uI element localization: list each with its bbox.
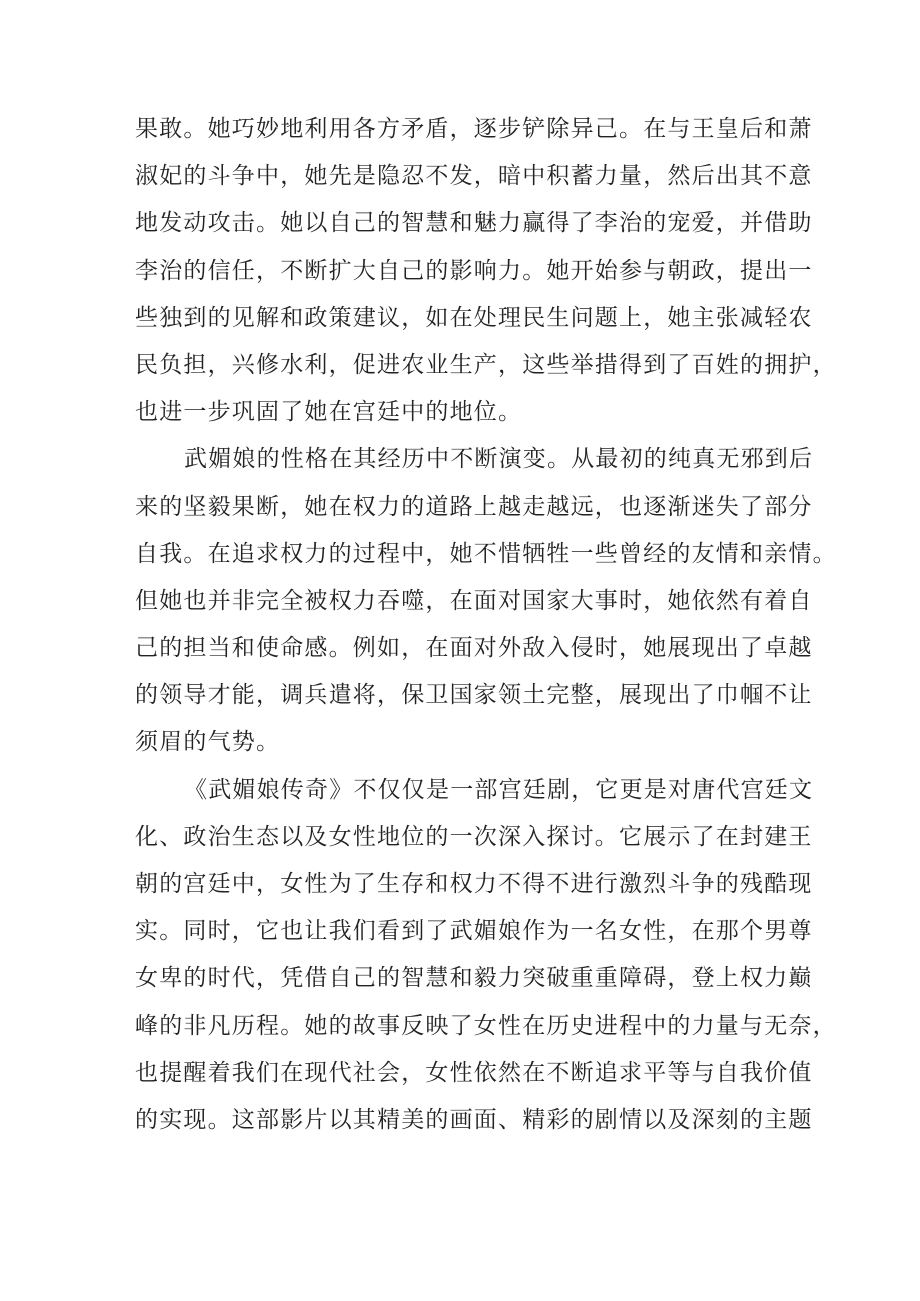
text-line: 武媚娘的性格在其经历中不断演变。从最初的纯真无邪到后	[184, 446, 814, 473]
text-line: 化、政治生态以及女性地位的一次深入探讨。它展示了在封建王	[135, 823, 813, 850]
text-line: 的领导才能，调兵遣将，保卫国家领土完整，展现出了巾帼不让	[135, 682, 813, 709]
text-line: 地发动攻击。她以自己的智慧和魅力赢得了李治的宠爱，并借助	[135, 210, 813, 237]
text-line: 也进一步巩固了她在宫廷中的地位。	[135, 399, 523, 426]
text-line: 朝的宫廷中，女性为了生存和权力不得不进行激烈斗争的残酷现	[135, 871, 813, 897]
text-line: 女卑的时代，凭借自己的智慧和毅力突破重重障碍，登上权力巅	[135, 965, 813, 992]
text-line: 的实现。这部影片以其精美的画面、精彩的剧情以及深刻的主题	[135, 1106, 813, 1133]
text-line: 实。同时，它也让我们看到了武媚娘作为一名女性，在那个男尊	[135, 918, 813, 945]
text-line: 些独到的见解和政策建议，如在处理民生问题上，她主张减轻农	[135, 304, 813, 331]
text-line: 淑妃的斗争中，她先是隐忍不发，暗中积蓄力量，然后出其不意	[135, 163, 813, 190]
text-line: 也提醒着我们在现代社会，女性依然在不断追求平等与自我价值	[135, 1059, 813, 1086]
text-line: 峰的非凡历程。她的故事反映了女性在历史进程中的力量与无奈，	[135, 1012, 837, 1039]
paragraph-3	[135, 767, 837, 1145]
text-line: 自我。在追求权力的过程中，她不惜牺牲一些曾经的友情和亲情。	[135, 540, 837, 567]
text-line: 须眉的气势。	[135, 729, 281, 756]
paragraph-2	[135, 436, 837, 766]
text-line: 但她也并非完全被权力吞噬，在面对国家大事时，她依然有着自	[135, 587, 813, 614]
paragraph-1	[135, 106, 837, 436]
text-line: 己的担当和使命感。例如，在面对外敌入侵时，她展现出了卓越	[135, 635, 813, 662]
text-line: 李治的信任，不断扩大自己的影响力。她开始参与朝政，提出一	[135, 257, 813, 284]
text-line: 民负担，兴修水利，促进农业生产，这些举措得到了百姓的拥护，	[135, 351, 837, 378]
text-line: 果敢。她巧妙地利用各方矛盾，逐步铲除异己。在与王皇后和萧	[135, 116, 813, 142]
text-line: 来的坚毅果断，她在权力的道路上越走越远，也逐渐迷失了部分	[135, 493, 813, 520]
document-body	[135, 106, 837, 1144]
text-line: 《武媚娘传奇》不仅仅是一部宫廷剧，它更是对唐代宫廷文	[184, 776, 814, 803]
